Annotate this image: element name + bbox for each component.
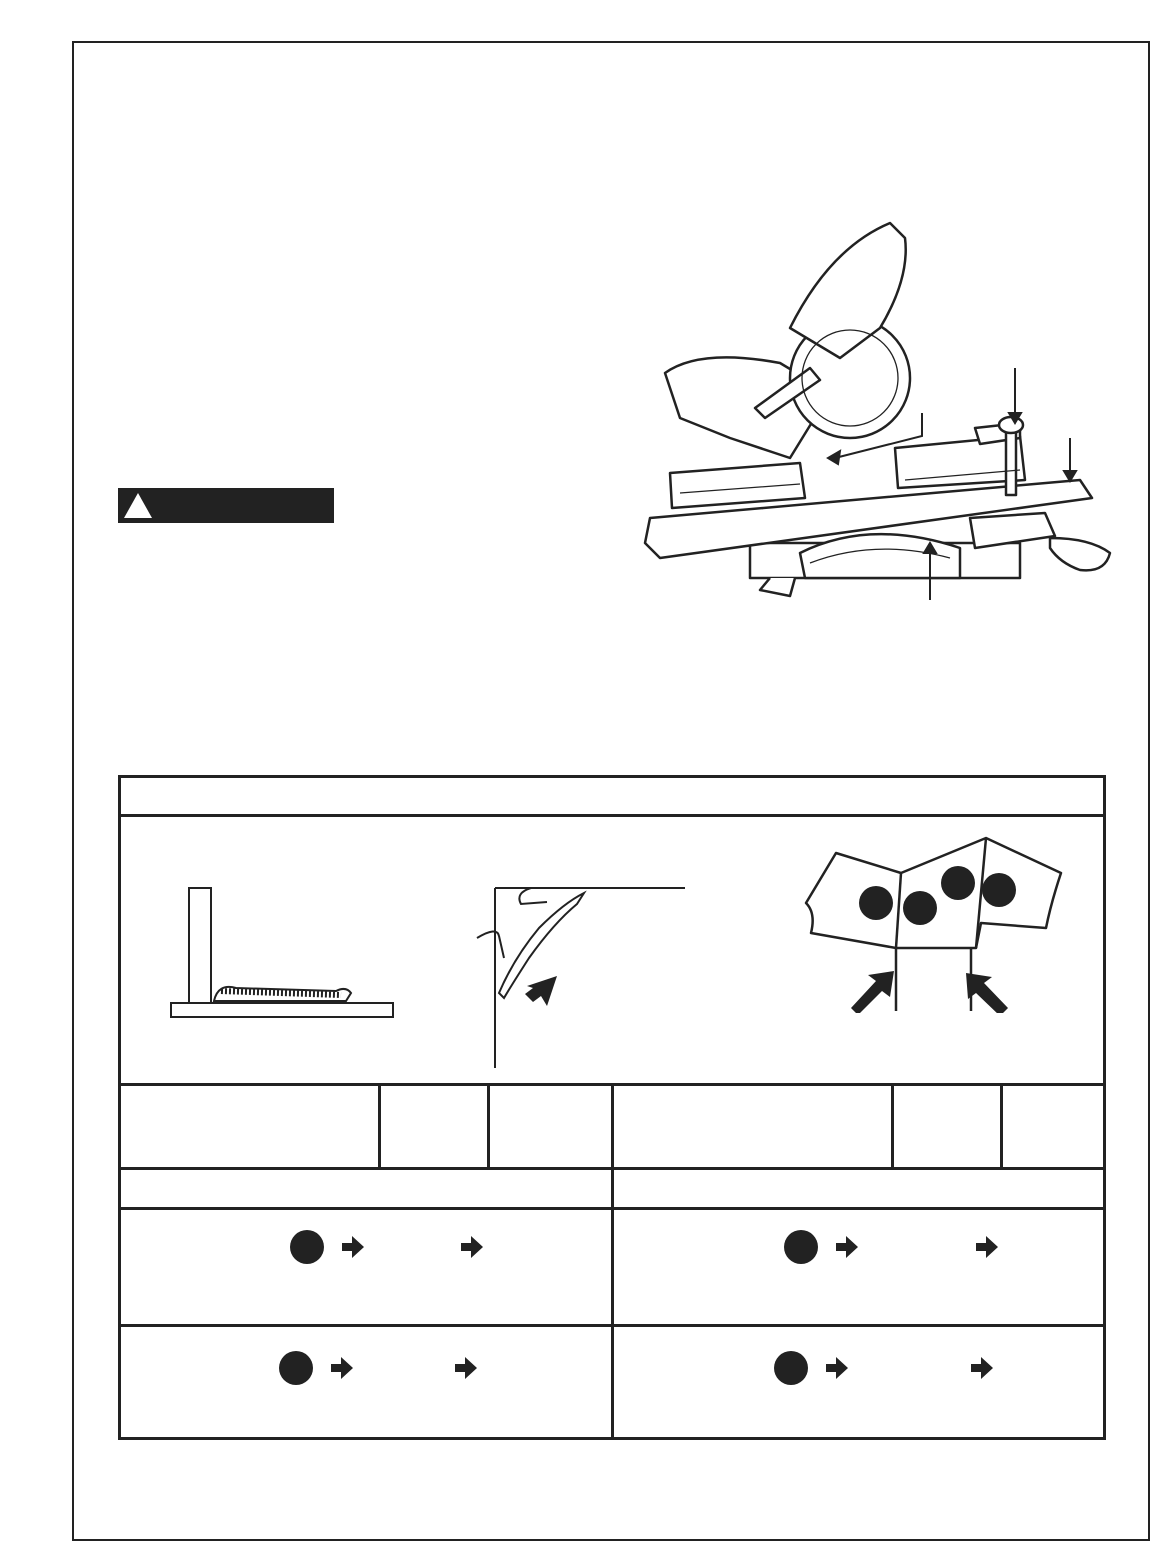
miter-saw-illustration	[640, 218, 1120, 603]
crown-molding-table	[118, 775, 1106, 1440]
divider	[1000, 1083, 1003, 1169]
crown-corner-diagram	[796, 833, 1071, 1013]
arrow-right-icon	[974, 1234, 1000, 1260]
callout-dot	[859, 886, 893, 920]
step-dot	[784, 1230, 818, 1264]
arrow-right-icon	[329, 1355, 355, 1381]
warning-triangle-icon	[122, 491, 154, 520]
divider	[611, 1083, 614, 1437]
step-dot	[279, 1351, 313, 1385]
crown-molding-angle-diagram	[469, 878, 699, 1073]
divider	[487, 1083, 490, 1169]
step-dot	[774, 1351, 808, 1385]
divider	[378, 1083, 381, 1169]
arrow-right-icon	[340, 1234, 366, 1260]
arrow-right-icon	[824, 1355, 850, 1381]
callout-dot	[982, 873, 1016, 907]
arrow-right-icon	[453, 1355, 479, 1381]
arrow-right-icon	[969, 1355, 995, 1381]
divider	[121, 814, 1103, 817]
flat-molding-diagram	[166, 883, 396, 1023]
arrow-right-icon	[834, 1234, 860, 1260]
callout-dot	[903, 891, 937, 925]
step-dot	[290, 1230, 324, 1264]
warning-banner	[118, 488, 334, 523]
callout-dot	[941, 866, 975, 900]
arrow-right-icon	[459, 1234, 485, 1260]
divider	[891, 1083, 894, 1169]
